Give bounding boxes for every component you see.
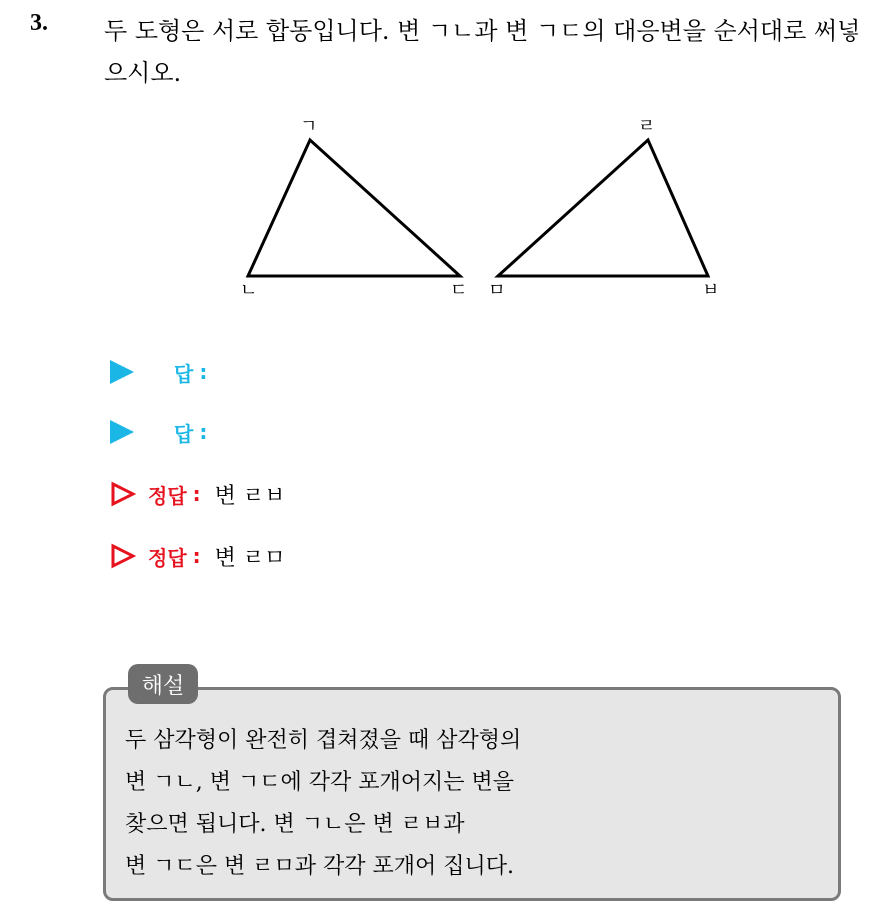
explanation-tab: 해설 — [128, 664, 198, 704]
explanation-text — [125, 720, 825, 888]
explanation-line: 변 ㄱㄷ은 변 ㄹㅁ과 각각 포개어 집니다. — [125, 854, 514, 879]
correct-answer-value: 변 ㄹㅁ — [214, 545, 286, 571]
correct-answer-colon: : — [192, 482, 201, 506]
vertex-label-rieul: ㄹ — [638, 116, 656, 137]
play-outline-icon — [110, 481, 136, 507]
answer-row-1 — [110, 352, 207, 392]
explanation-line: 두 삼각형이 완전히 겹쳐졌을 때 삼각형의 — [125, 728, 522, 753]
play-icon — [110, 360, 134, 384]
answer-label: 답 — [174, 361, 194, 386]
explanation-line: 찾으면 됩니다. 변 ㄱㄴ은 변 ㄹㅂ과 — [125, 812, 465, 837]
answer-label: 답 — [174, 421, 194, 446]
correct-answer-colon: : — [192, 544, 201, 568]
answer-colon: : — [199, 360, 208, 384]
congruent-triangles-figure — [230, 110, 740, 310]
correct-answer-label: 정답 — [148, 483, 187, 508]
correct-answer-row-1 — [110, 474, 285, 514]
play-outline-icon — [110, 543, 136, 569]
vertex-label-mieum: ㅁ — [488, 280, 506, 301]
vertex-label-nieun: ㄴ — [240, 280, 258, 301]
correct-answer-row-2 — [110, 536, 285, 576]
vertex-label-bieup: ㅂ — [702, 280, 720, 301]
question-text: 두 도형은 서로 합동입니다. 변 ㄱㄴ과 변 ㄱㄷ의 대응변을 순서대로 써넣으시오. — [104, 17, 861, 87]
answer-colon: : — [199, 420, 208, 444]
left-triangle — [248, 140, 460, 276]
question-number: 3. — [30, 10, 48, 36]
correct-answer-value: 변 ㄹㅂ — [214, 483, 286, 509]
right-triangle — [498, 140, 708, 276]
explanation-line: 변 ㄱㄴ, 변 ㄱㄷ에 각각 포개어지는 변을 — [125, 770, 514, 795]
vertex-label-giyeok: ㄱ — [300, 116, 318, 137]
correct-answer-label: 정답 — [148, 545, 187, 570]
vertex-label-digeut: ㄷ — [450, 280, 468, 301]
answer-row-2 — [110, 412, 207, 452]
play-icon — [110, 420, 134, 444]
